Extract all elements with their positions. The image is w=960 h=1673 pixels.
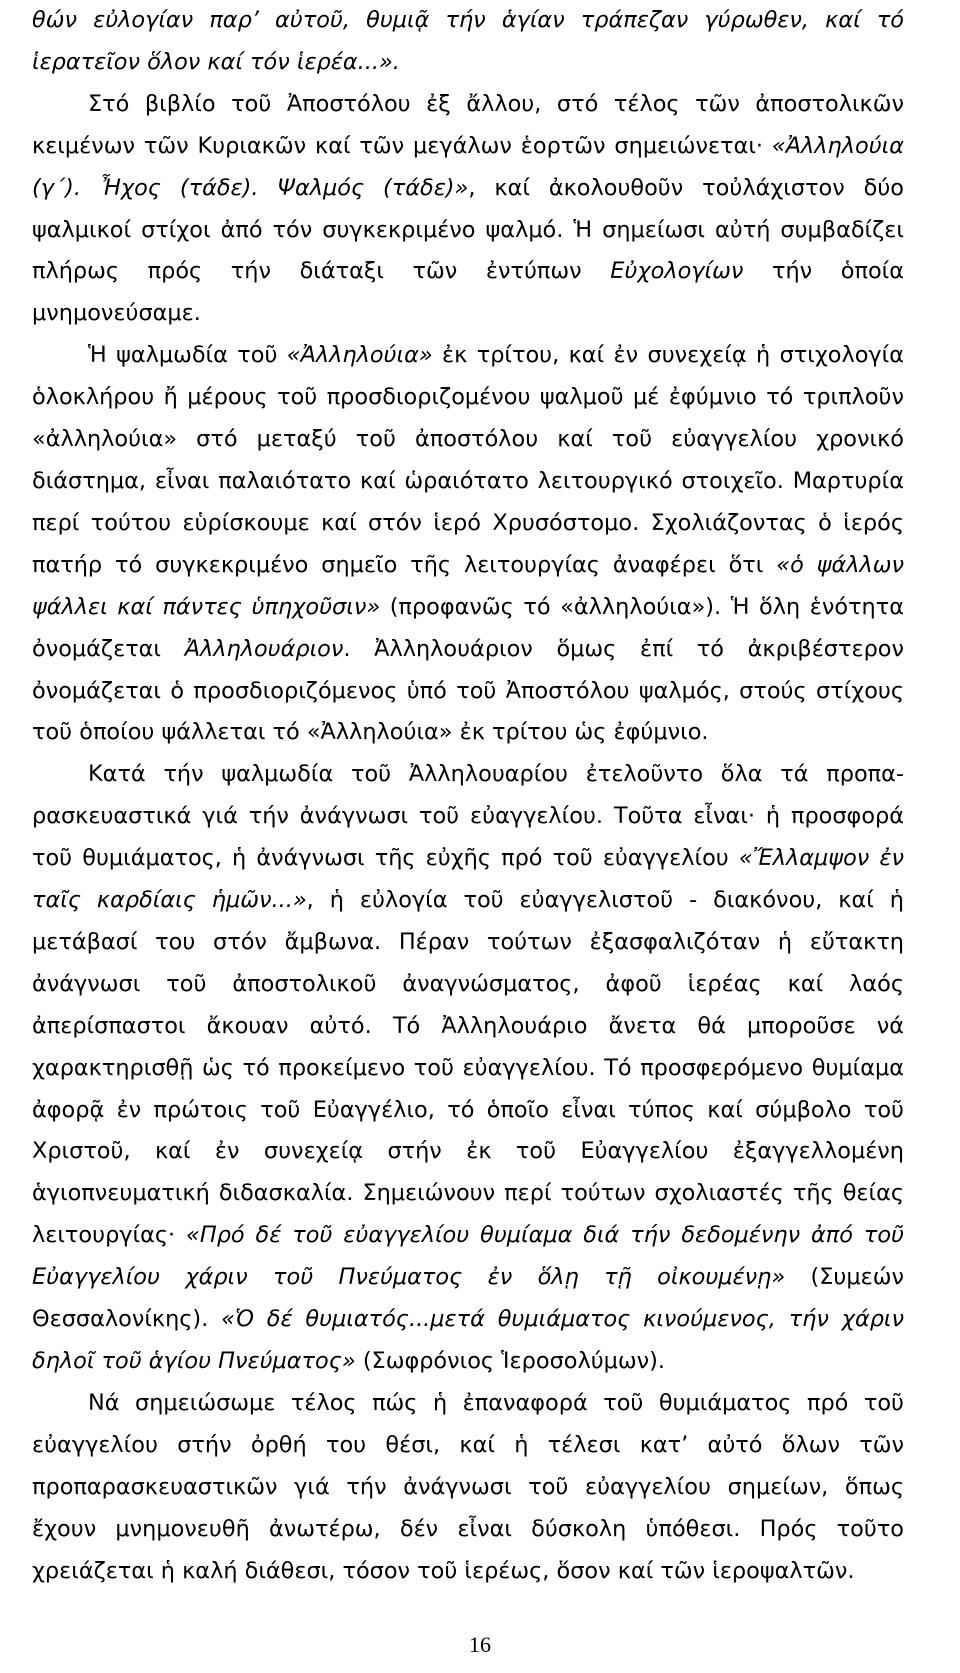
body-text xyxy=(32,0,904,1592)
italic-text: «Ἔλλαμψον ἐν ταῖς καρδίαις ἡμῶν...» xyxy=(32,845,904,914)
text-run: (Συμεών Θεσσαλονίκης). xyxy=(32,1264,904,1333)
paragraph xyxy=(32,0,904,84)
italic-text: «Πρό δέ τοῦ εὐαγγελίου θυμίαμα διά τήν δεδομένην ἀπό τοῦ Εὐαγγελίου χάριν τοῦ Πνεύματος ἐν ὅλῃ τῇ οἰκουμένῃ» xyxy=(32,1222,904,1291)
text-run: ἐκ τρίτου, καί ἐν συνεχείᾳ ἡ στιχολογία ὁλοκλήρου ἤ μέρους τοῦ προσδιοριζομένου ψαλμοῦ μέ ἐφύμνιο τό τριπλοῦν «ἀλληλούια» στό μεταξύ τοῦ ἀποστόλου καί τοῦ εὐαγγελίου χρονικό διάστημα, εἶναι παλαιότατο καί ὡραιότατο λειτουργικό στοιχεῖο. Μαρτυρία περί τούτου εὑρίσκουμε καί στόν ἱερό Χρυσόστομο. Σχολιάζοντας ὁ ἱερός πατήρ τό συγκεκριμένο σημεῖο τῆς λειτουργίας ἀναφέρει ὅτι xyxy=(32,342,904,578)
text-run: Κατά τήν ψαλμωδία τοῦ Ἀλληλουαρίου ἐτελοῦντο ὅλα τά προπαρασκευαστικά γιά τήν ἀνάγνωσι τοῦ εὐαγγελίου. Τοῦτα εἶναι· ἡ προσφορά τοῦ θυμιάματος, ἡ ἀνάγνωσι τῆς εὐχῆς πρό τοῦ εὐαγγελίου xyxy=(32,761,904,872)
text-run: (προφανῶς τό «ἀλληλούια»). Ἡ ὅλη ἑνότητα ὀνομάζεται xyxy=(32,593,904,662)
text-run: , καί ἀκολουθοῦν τοὐλάχιστον δύο ψαλμικοί στίχοι ἀπό τόν συγκεκριμένο ψαλμό. Ἡ σημείωσι αὐτή συμβαδίζει πλήρως πρός τήν διάταξι τῶν ἐντύπων xyxy=(32,174,904,285)
italic-text: «Ἀλληλούια» xyxy=(286,342,433,369)
italic-text: «ὁ ψάλλων ψάλλει καί πάντες ὑπηχοῦσιν» xyxy=(32,551,904,620)
paragraph xyxy=(32,754,904,1383)
page-number: 16 xyxy=(469,1632,491,1657)
italic-text: Ἀλληλουάριον xyxy=(184,635,344,662)
text-run: . Ἀλληλουάριον ὅμως ἐπί τό ἀκριβέστερον ὀνομάζεται ὁ προσδιοριζόμενος ὑπό τοῦ Ἀποστόλου ψαλμός, στούς στίχους τοῦ ὁποίου ψάλλεται τό «Ἀλληλούια» ἐκ τρίτου ὡς ἐφύμνιο. xyxy=(32,635,904,746)
text-run: Στό βιβλίο τοῦ Ἀποστόλου ἐξ ἄλλου, στό τέλος τῶν ἀποστολικῶν κειμένων τῶν Κυριακῶν καί τῶν μεγάλων ἑορτῶν σημειώνεται· xyxy=(32,90,904,159)
text-run: (Σωφρόνιος Ἱεροσολύμων). xyxy=(355,1348,666,1374)
text-run: τήν ὁποία μνημονεύσαμε. xyxy=(32,258,904,327)
paragraph xyxy=(32,335,904,754)
italic-text: θών εὐλογίαν παρ’ αὐτοῦ, θυμιᾷ τήν ἁγίαν τράπεζαν γύρωθεν, καί τό ἱερατεῖον ὅλον καί τόν ἱερέα...». xyxy=(32,7,904,75)
paragraph xyxy=(32,1383,904,1593)
text-run: , ἡ εὐλογία τοῦ εὐαγγελιστοῦ - διακόνου, καί ἡ μετάβασί του στόν ἄμβωνα. Πέραν τούτων ἐξασφαλιζόταν ἡ εὔτακτη ἀνάγνωσι τοῦ ἀποστολικοῦ ἀναγνώσματος, ἀφοῦ ἱερέας καί λαός ἀπερίσπαστοι ἄκουαν αὐτό. Τό Ἀλληλουάριο ἄνετα θά μποροῦσε νά χαρακτηρισθῇ ὡς τό προκείμενο τοῦ εὐαγγελίου. Τό προσφερόμενο θυμίαμα ἀφορᾷ ἐν πρώτοις τοῦ Εὐαγγέλιο, τό ὁποῖο εἶναι τύπος καί σύμβολο τοῦ Χριστοῦ, καί ἐν συνεχείᾳ στήν ἐκ τοῦ Εὐαγγελίου ἐξαγγελλομένη ἁγιοπνευματική διδασκαλία. Σημειώνουν περί τούτων σχολιαστές τῆς θείας λειτουργίας· xyxy=(32,887,904,1249)
paragraph xyxy=(32,84,904,335)
italic-text: Εὐχολογίων xyxy=(610,258,744,285)
text-run: Ἡ ψαλμωδία τοῦ xyxy=(88,342,287,369)
italic-text: «Ἀλληλούια (γ΄). Ἦχος (τάδε). Ψαλμός (τάδε)» xyxy=(32,132,904,201)
italic-text: «Ὁ δέ θυμιατός...μετά θυμιάματος κινούμενος, τήν χάριν δηλοῖ τοῦ ἁγίου Πνεύματος» xyxy=(32,1306,905,1374)
text-run: Νά σημειώσωμε τέλος πώς ἡ ἐπαναφορά τοῦ θυμιάματος πρό τοῦ εὐαγγελίου στήν ὀρθή του θέσι, καί ἡ τέλεσι κατ’ αὐτό ὅλων τῶν προπαρασκευαστικῶν γιά τήν ἀνάγνωσι τοῦ εὐαγγελίου σημείων, ὅπως ἔχουν μνημονευθῆ ἀνωτέρω, δέν εἶναι δύσκολη ὑπόθεσι. Πρός τοῦτο χρειάζεται ἡ καλή διάθεσι, τόσον τοῦ ἱερέως, ὅσον καί τῶν ἱεροψαλτῶν. xyxy=(32,1389,904,1584)
